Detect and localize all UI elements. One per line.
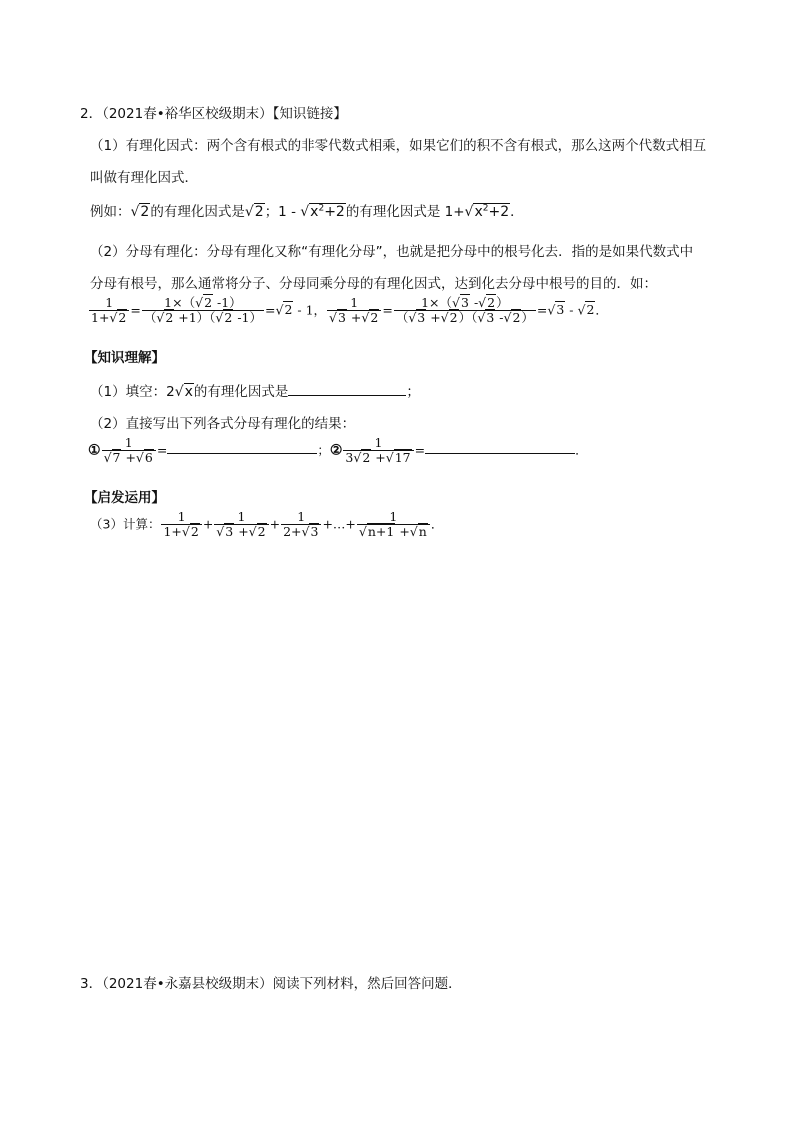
definition-line-2: 叫做有理化因式． <box>90 170 198 186</box>
compute-question-3: （3）计算： $\frac{1}{1+√2}$ + $\frac{1}{√3 +√2}$ + $\frac{1}{2+√3}$ +…+ $\frac{1}{√n+1 +√n}$ ． <box>90 509 444 540</box>
fraction: $\frac{1}{2+√3}$ <box>281 510 321 540</box>
circled-number-1: ① <box>88 442 101 459</box>
fraction: $\frac{1\times(√3 -√2)}{(√3 +√2)(√3 -√2)}$ <box>395 295 534 326</box>
definition-line-1: （1）有理化因式：两个含有根式的非零代数式相乘，如果它们的积不含有根式，那么这两个代数式相互 <box>90 138 707 154</box>
fill-in-question-1: （1）填空：2√x的有理化因式是 ； <box>90 384 420 400</box>
understanding-heading: 【知识理解】 <box>84 350 165 366</box>
q3-prefix: （3）计算： <box>90 516 161 532</box>
fill-in-question-2-items: ① $\frac{1}{√7 +√6}$ = ；② $\frac{1}{3√2 +√17}$ = ． <box>88 435 588 466</box>
answer-blank-3[interactable] <box>425 441 575 454</box>
fraction: $\frac{1}{√n+1 +√n}$ <box>357 510 430 540</box>
separator: ； <box>317 442 330 458</box>
fraction: $\frac{1}{1+√2}$ <box>89 296 129 326</box>
fill-in-question-2: （2）直接写出下列各式分母有理化的结果： <box>90 416 356 432</box>
question-2-header: 2．（2021春•裕华区校级期末）【知识链接】 <box>80 106 347 122</box>
question-3-header: 3．（2021春•永嘉县校级期末）阅读下列材料，然后回答问题． <box>80 976 462 992</box>
q1-prefix: （1）填空：2 <box>90 384 175 400</box>
answer-blank-2[interactable] <box>167 441 317 454</box>
example-text-3: 的有理化因式是 1+ <box>345 204 465 220</box>
fraction: $\frac{1}{√7 +√6}$ <box>102 436 156 466</box>
example-text-1: 的有理化因式是 <box>150 204 245 220</box>
fraction: $\frac{1}{√3 +√2}$ <box>214 510 268 540</box>
example-prefix: 例如： <box>90 204 131 220</box>
q1-suffix: 的有理化因式是 <box>193 384 289 400</box>
apply-heading: 【启发运用】 <box>84 490 165 506</box>
fraction: $\frac{1}{1+√2}$ <box>161 510 201 540</box>
fraction: $\frac{1}{3√2 +√17}$ <box>343 436 413 466</box>
fraction: $\frac{1}{√3 +√2}$ <box>327 296 381 326</box>
example-line: 例如：√2的有理化因式是√2；$1 - √x^2+2$的有理化因式是 $1+√x^2+2$． <box>90 203 524 220</box>
worked-example-formula: $\frac{1}{1+√2}$ = $\frac{1\times(√2 -1)}{(√2 +1)(√2 -1)}$ =√2 - 1， $\frac{1}{√3 +√2}$ = $\frac{1\times(√3 -√2)}{(√3 +√2)(√3 -√2)}$ =√3 - √2． <box>91 295 608 326</box>
circled-number-2: ② <box>329 442 343 459</box>
fraction: $\frac{1\times(√2 -1)}{(√2 +1)(√2 -1)}$ <box>143 295 262 326</box>
rationalize-line-1: （2）分母有理化：分母有理化又称“有理化分母”，也就是把分母中的根号化去．指的是如果代数式中 <box>90 244 694 260</box>
answer-blank-1[interactable] <box>288 383 406 396</box>
q1-end: ； <box>406 384 420 400</box>
example-text-2: ；1 - <box>264 204 301 220</box>
rationalize-line-2: 分母有根号，那么通常将分子、分母同乘分母的有理化因式，达到化去分母中根号的目的．如： <box>90 276 657 292</box>
q3-end: ． <box>430 516 444 532</box>
example-end: ． <box>510 204 524 220</box>
